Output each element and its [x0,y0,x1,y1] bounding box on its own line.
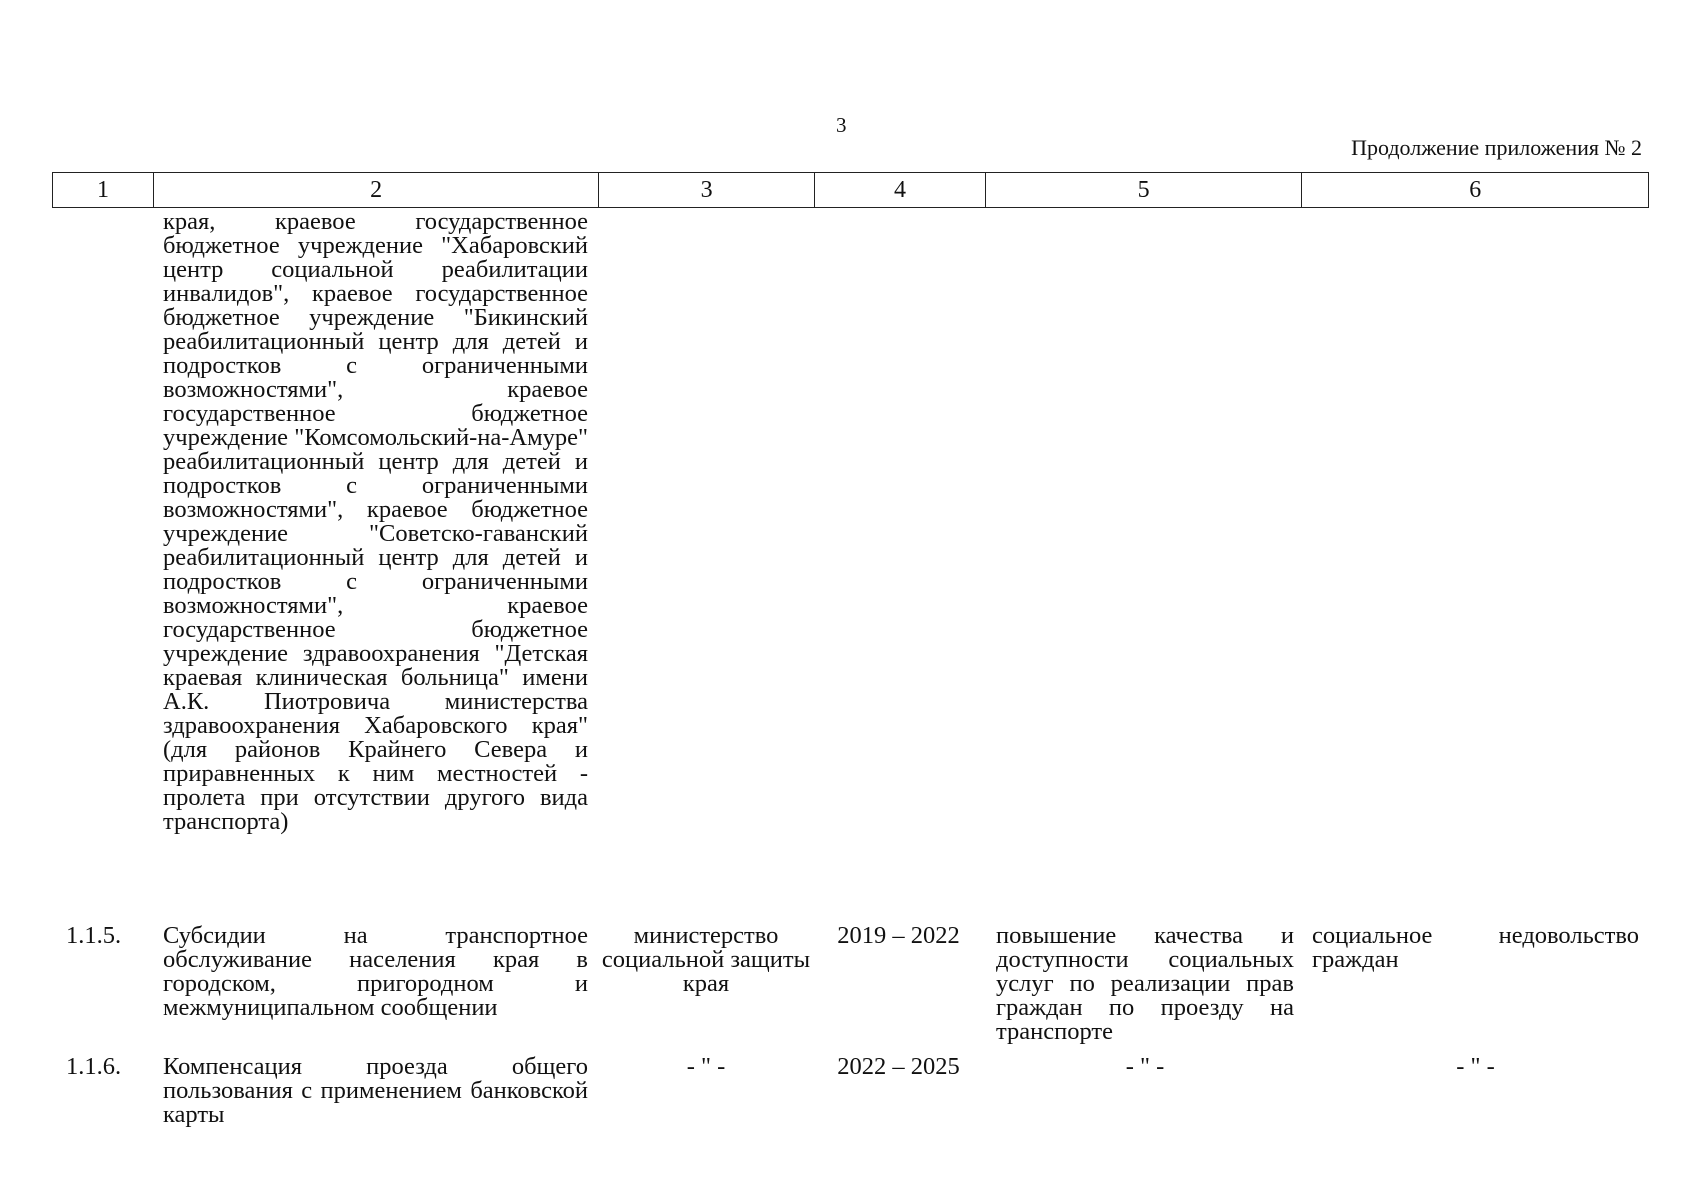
header-col-3: 3 [599,173,815,207]
row-2-result: - " - [1125,1053,1165,1080]
row-1-consequence: социальное недовольство граждан [1312,922,1639,973]
header-col-6: 6 [1469,177,1482,203]
row-2-number: 1.1.6. [66,1053,122,1080]
continued-measure-text: края, краевое государственное бюджетное учреждение "Хабаровский центр социальной реабилитации инвалидов", краевое государственное бюджетное учреждение "Бикинский реабилитационный центр для детей и подростков с ограниченными возможностями", краевое государственное бюджетное учреждение "Комсомольский-на-Амуре" реабилитационный центр для детей и подростков с ограниченными возможностями", краевое бюджетное учреждение "Советско-гаванский реабилитационный центр для детей и подростков с ограниченными возможностями", краевое государственное бюджетное учреждение здравоохранения "Детская краевая клиническая больница" имени А.К. Пиотровича министерства здравоохранения Хабаровского края" (для районов Крайнего Севера и приравненных к ним местностей - пролета при отсутствии другого вида транспорта) [163,208,588,835]
row-2-consequence: - " - [1456,1053,1495,1080]
row-2-executor: - " - [686,1053,726,1080]
row-2-period: 2022 – 2025 [837,1053,960,1080]
page-number: 3 [836,113,847,137]
header-col-2: 2 [154,173,599,207]
row-1-result: повышение качества и доступности социальных услуг по реализации прав граждан по проезду на транспорте [996,922,1294,1045]
table-header-row [52,172,1649,208]
header-col-5: 5 [986,173,1303,207]
row-1-period: 2019 – 2022 [837,922,960,949]
row-1-number: 1.1.5. [66,922,122,949]
row-1-measure: Субсидии на транспортное обслуживание населения края в городском, пригородном и межмуниципальном сообщении [163,922,588,1021]
continuation-label: Продолжение приложения № 2 [1351,135,1642,160]
row-1-executor: министерство социальной защиты края [601,922,811,997]
row-2-measure: Компенсация проезда общего пользования с применением банковской карты [163,1053,588,1128]
header-col-1: 1 [53,173,154,207]
header-col-4: 4 [815,173,986,207]
